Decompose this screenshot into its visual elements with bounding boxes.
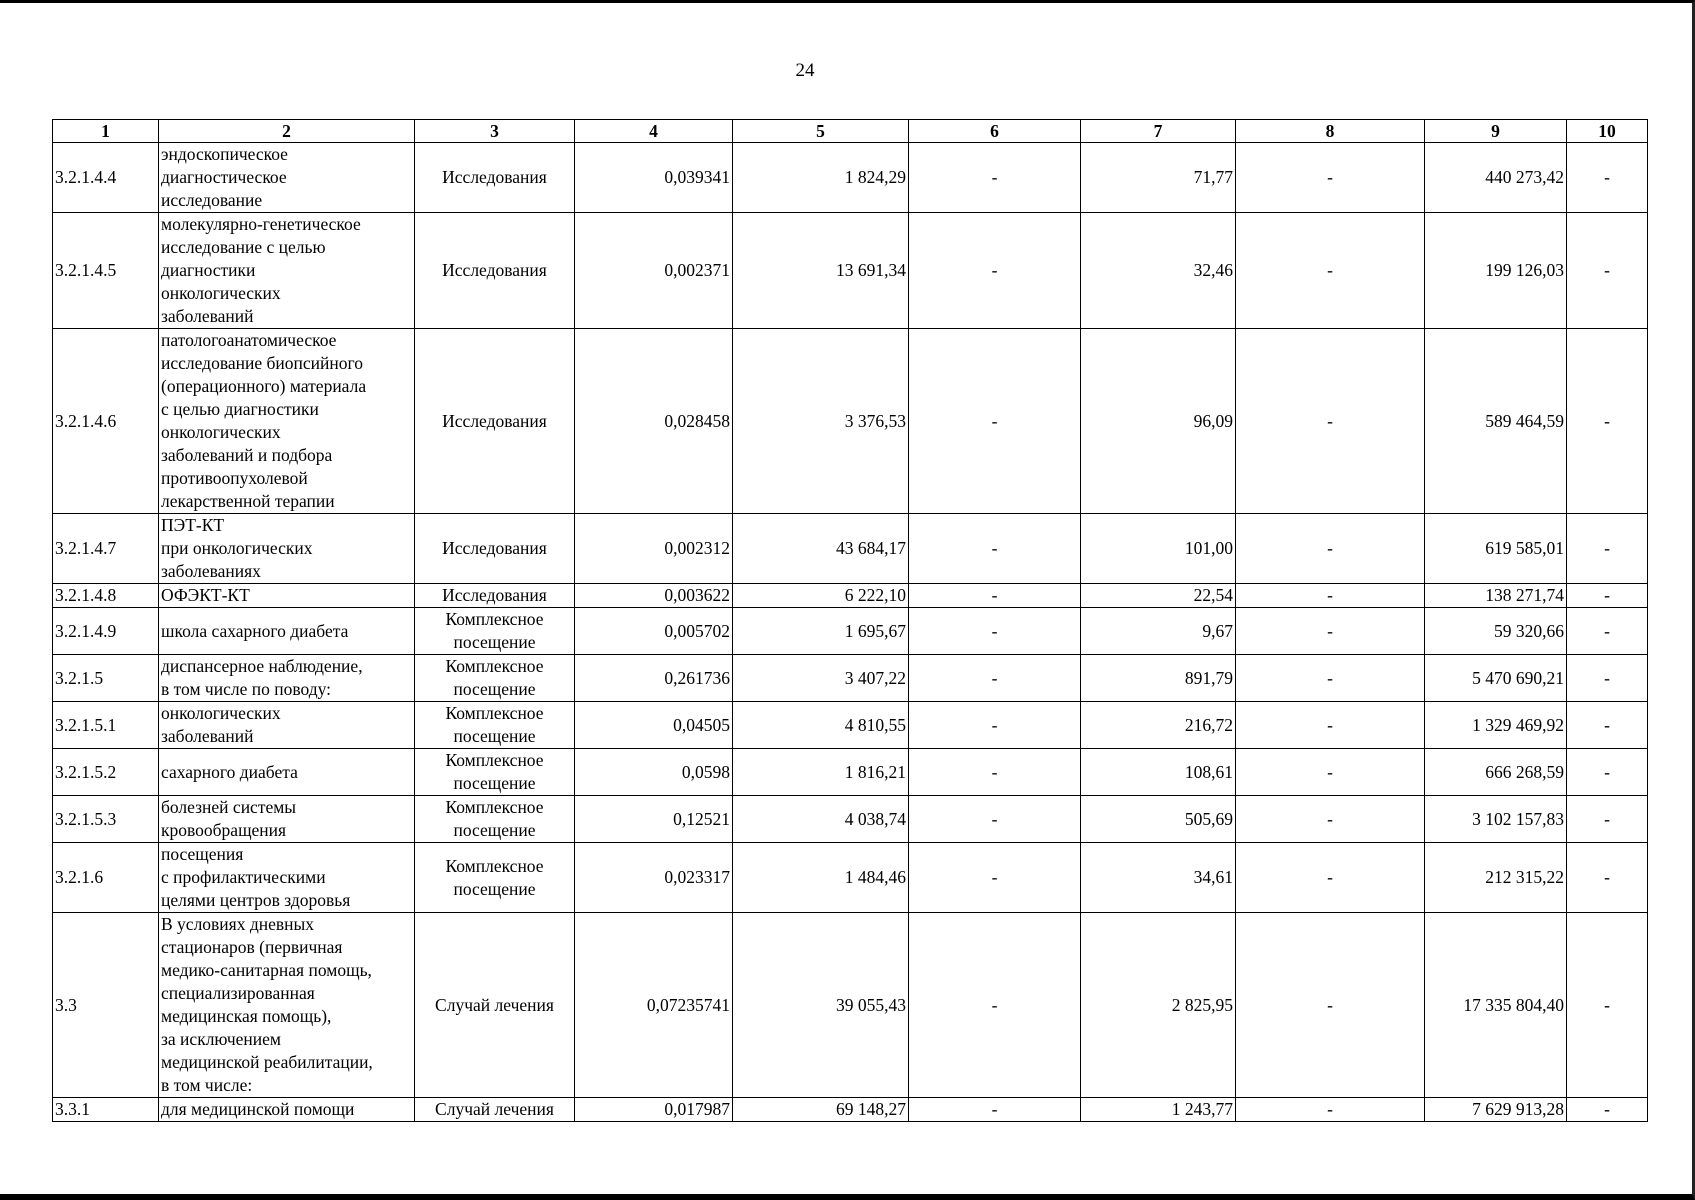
row-col4-cell: 0,04505	[575, 702, 733, 749]
row-col8-cell: -	[1236, 702, 1425, 749]
row-name-line: эндоскопическое	[161, 144, 288, 164]
row-col9-cell: 138 271,74	[1425, 584, 1567, 608]
row-col6-cell: -	[909, 143, 1081, 213]
row-col9-cell: 666 268,59	[1425, 749, 1567, 796]
row-unit-line: Исследования	[442, 260, 547, 280]
row-col8-cell: -	[1236, 329, 1425, 514]
column-header-4: 4	[575, 120, 733, 143]
row-col5-cell: 13 691,34	[733, 213, 909, 329]
row-unit-cell	[415, 584, 575, 608]
row-unit-line: посещение	[453, 773, 536, 793]
row-col10-cell: -	[1567, 913, 1648, 1098]
row-name-cell	[159, 514, 415, 584]
row-col9-cell: 59 320,66	[1425, 608, 1567, 655]
row-name-cell	[159, 702, 415, 749]
row-unit-line: Комплексное	[445, 609, 544, 629]
page-number: 24	[795, 60, 815, 81]
row-unit-cell	[415, 913, 575, 1098]
row-name-cell	[159, 843, 415, 913]
row-unit-line: Исследования	[442, 410, 547, 431]
row-unit-line: Комплексное	[445, 855, 544, 876]
row-unit-cell	[415, 796, 575, 843]
row-col9-cell: 3 102 157,83	[1425, 796, 1567, 843]
row-name-line: школа сахарного диабета	[161, 620, 349, 641]
table-row	[53, 843, 1648, 913]
row-unit-line: посещение	[453, 726, 536, 746]
column-header-1: 1	[53, 120, 159, 143]
tariff-table	[52, 119, 1648, 1122]
row-unit-line: посещение	[453, 820, 536, 840]
row-name-line: медицинская помощь),	[161, 1006, 332, 1026]
row-name-line: заболеваниях	[161, 561, 261, 581]
row-col4-cell: 0,028458	[575, 329, 733, 514]
row-col7-cell: 9,67	[1081, 608, 1236, 655]
row-name-cell	[159, 655, 415, 702]
row-col6-cell: -	[909, 514, 1081, 584]
row-col8-cell: -	[1236, 655, 1425, 702]
row-name-cell	[159, 749, 415, 796]
row-col8-cell: -	[1236, 843, 1425, 913]
row-col9-cell: 212 315,22	[1425, 843, 1567, 913]
row-name-line: (операционного) материала	[161, 376, 367, 396]
row-col5-cell: 43 684,17	[733, 514, 909, 584]
row-col7-cell: 108,61	[1081, 749, 1236, 796]
row-col4-cell: 0,0598	[575, 749, 733, 796]
row-name-line: патологоанатомическое	[161, 330, 337, 350]
row-name-line: кровообращения	[161, 820, 287, 840]
row-name-cell	[159, 213, 415, 329]
row-name-line: онкологических	[161, 283, 281, 303]
header-row	[53, 120, 1648, 143]
table-row	[53, 1098, 1648, 1122]
row-name-line: с целью диагностики	[161, 399, 319, 419]
row-name-line: при онкологических	[161, 538, 313, 558]
row-col5-cell: 6 222,10	[733, 584, 909, 608]
row-col5-cell: 1 816,21	[733, 749, 909, 796]
row-name-line: для медицинской помощи	[161, 1099, 355, 1119]
row-name-line: В условиях дневных	[161, 914, 315, 934]
row-name-line: специализированная	[161, 983, 315, 1003]
row-col6-cell: -	[909, 329, 1081, 514]
row-col7-cell: 34,61	[1081, 843, 1236, 913]
row-name-line: диагностики	[161, 260, 256, 280]
row-col7-cell: 2 825,95	[1081, 913, 1236, 1098]
row-col9-cell: 440 273,42	[1425, 143, 1567, 213]
row-col9-cell: 199 126,03	[1425, 213, 1567, 329]
row-col4-cell: 0,039341	[575, 143, 733, 213]
row-unit-line: Случай лечения	[435, 994, 554, 1015]
row-name-line: ПЭТ-КТ	[161, 515, 225, 535]
row-unit-cell	[415, 702, 575, 749]
table-row	[53, 584, 1648, 608]
row-name-line: с профилактическими	[161, 867, 326, 887]
row-col4-cell: 0,002371	[575, 213, 733, 329]
row-col10-cell: -	[1567, 655, 1648, 702]
row-col5-cell: 4 038,74	[733, 796, 909, 843]
row-unit-cell	[415, 608, 575, 655]
row-col5-cell: 1 695,67	[733, 608, 909, 655]
row-unit-cell	[415, 143, 575, 213]
row-unit-cell	[415, 843, 575, 913]
row-name-line: за исключением	[161, 1029, 281, 1049]
row-name-line: ОФЭКТ-КТ	[161, 585, 250, 605]
row-name-line: противоопухолевой	[161, 468, 308, 488]
row-unit-line: Исследования	[442, 538, 547, 558]
row-code-cell: 3.2.1.4.4	[53, 143, 159, 213]
row-name-cell	[159, 913, 415, 1098]
table-row	[53, 913, 1648, 1098]
column-header-9: 9	[1425, 120, 1567, 143]
column-header-3: 3	[415, 120, 575, 143]
row-unit-cell	[415, 329, 575, 514]
row-col4-cell: 0,07235741	[575, 913, 733, 1098]
row-col5-cell: 4 810,55	[733, 702, 909, 749]
row-unit-cell	[415, 213, 575, 329]
row-col6-cell: -	[909, 608, 1081, 655]
row-col10-cell: -	[1567, 329, 1648, 514]
row-unit-line: Комплексное	[445, 750, 544, 770]
row-unit-line: Комплексное	[445, 656, 544, 676]
row-code-cell: 3.2.1.5.1	[53, 702, 159, 749]
row-name-cell	[159, 584, 415, 608]
row-code-cell: 3.2.1.5.3	[53, 796, 159, 843]
row-col8-cell: -	[1236, 608, 1425, 655]
row-name-line: медико-санитарная помощь,	[161, 960, 372, 980]
row-unit-line: Комплексное	[445, 703, 544, 723]
row-col7-cell: 71,77	[1081, 143, 1236, 213]
row-col10-cell: -	[1567, 213, 1648, 329]
row-name-cell	[159, 608, 415, 655]
table-row	[53, 702, 1648, 749]
row-code-cell: 3.2.1.5	[53, 655, 159, 702]
row-col7-cell: 96,09	[1081, 329, 1236, 514]
row-name-line: диспансерное наблюдение,	[161, 656, 363, 676]
row-col4-cell: 0,002312	[575, 514, 733, 584]
row-col9-cell: 589 464,59	[1425, 329, 1567, 514]
table-row	[53, 608, 1648, 655]
row-col8-cell: -	[1236, 749, 1425, 796]
row-col8-cell: -	[1236, 796, 1425, 843]
row-name-cell	[159, 143, 415, 213]
row-col4-cell: 0,023317	[575, 843, 733, 913]
row-col8-cell: -	[1236, 1098, 1425, 1122]
column-header-2: 2	[159, 120, 415, 143]
row-col7-cell: 22,54	[1081, 584, 1236, 608]
row-col9-cell: 7 629 913,28	[1425, 1098, 1567, 1122]
row-unit-cell	[415, 1098, 575, 1122]
row-unit-line: Комплексное	[445, 797, 544, 817]
row-col8-cell: -	[1236, 143, 1425, 213]
column-header-10: 10	[1567, 120, 1648, 143]
row-name-line: исследование биопсийного	[161, 353, 363, 373]
row-col10-cell: -	[1567, 796, 1648, 843]
row-name-line: онкологических	[161, 422, 281, 442]
row-name-line: посещения	[161, 844, 244, 864]
row-col5-cell: 1 484,46	[733, 843, 909, 913]
row-name-line: заболеваний и подбора	[161, 445, 333, 465]
row-name-line: исследование с целью	[161, 237, 326, 257]
row-name-line: целями центров здоровья	[161, 890, 351, 910]
row-col4-cell: 0,017987	[575, 1098, 733, 1122]
row-name-cell	[159, 796, 415, 843]
row-col7-cell: 32,46	[1081, 213, 1236, 329]
row-col7-cell: 891,79	[1081, 655, 1236, 702]
row-col9-cell: 17 335 804,40	[1425, 913, 1567, 1098]
table-row	[53, 749, 1648, 796]
row-col6-cell: -	[909, 843, 1081, 913]
row-unit-line: Исследования	[442, 585, 547, 605]
table-row	[53, 213, 1648, 329]
row-code-cell: 3.2.1.5.2	[53, 749, 159, 796]
row-col10-cell: -	[1567, 608, 1648, 655]
row-unit-cell	[415, 749, 575, 796]
row-col6-cell: -	[909, 749, 1081, 796]
row-col4-cell: 0,003622	[575, 584, 733, 608]
row-col7-cell: 505,69	[1081, 796, 1236, 843]
row-unit-line: Исследования	[442, 167, 547, 187]
row-col10-cell: -	[1567, 143, 1648, 213]
row-name-line: стационаров (первичная	[161, 937, 343, 957]
table-row	[53, 514, 1648, 584]
row-col6-cell: -	[909, 584, 1081, 608]
row-col7-cell: 101,00	[1081, 514, 1236, 584]
row-name-line: молекулярно-генетическое	[161, 214, 361, 234]
row-col5-cell: 39 055,43	[733, 913, 909, 1098]
row-name-cell	[159, 329, 415, 514]
row-col4-cell: 0,261736	[575, 655, 733, 702]
column-header-7: 7	[1081, 120, 1236, 143]
row-name-line: онкологических	[161, 703, 281, 723]
row-col5-cell: 3 376,53	[733, 329, 909, 514]
row-unit-cell	[415, 655, 575, 702]
row-code-cell: 3.2.1.6	[53, 843, 159, 913]
row-col5-cell: 1 824,29	[733, 143, 909, 213]
row-col7-cell: 216,72	[1081, 702, 1236, 749]
row-code-cell: 3.2.1.4.8	[53, 584, 159, 608]
row-col9-cell: 619 585,01	[1425, 514, 1567, 584]
table-header	[53, 120, 1648, 143]
row-col10-cell: -	[1567, 749, 1648, 796]
row-unit-line: посещение	[453, 632, 536, 652]
row-name-line: заболеваний	[161, 306, 254, 326]
row-col6-cell: -	[909, 655, 1081, 702]
row-col10-cell: -	[1567, 843, 1648, 913]
table-row	[53, 329, 1648, 514]
row-code-cell: 3.3.1	[53, 1098, 159, 1122]
row-col6-cell: -	[909, 702, 1081, 749]
row-col8-cell: -	[1236, 213, 1425, 329]
row-name-line: заболеваний	[161, 726, 254, 746]
row-col8-cell: -	[1236, 514, 1425, 584]
row-col5-cell: 3 407,22	[733, 655, 909, 702]
row-col8-cell: -	[1236, 584, 1425, 608]
row-unit-line: посещение	[453, 679, 536, 699]
row-name-line: медицинской реабилитации,	[161, 1052, 373, 1072]
table-row	[53, 655, 1648, 702]
row-name-line: сахарного диабета	[161, 761, 298, 782]
row-name-cell	[159, 1098, 415, 1122]
row-col4-cell: 0,12521	[575, 796, 733, 843]
row-name-line: исследование	[161, 190, 263, 210]
row-name-line: в том числе:	[161, 1075, 253, 1095]
row-unit-cell	[415, 514, 575, 584]
column-header-5: 5	[733, 120, 909, 143]
row-col6-cell: -	[909, 1098, 1081, 1122]
row-col7-cell: 1 243,77	[1081, 1098, 1236, 1122]
row-col10-cell: -	[1567, 514, 1648, 584]
row-col8-cell: -	[1236, 913, 1425, 1098]
row-col6-cell: -	[909, 913, 1081, 1098]
row-col10-cell: -	[1567, 584, 1648, 608]
row-name-line: болезней системы	[161, 797, 297, 817]
row-col4-cell: 0,005702	[575, 608, 733, 655]
table-row	[53, 143, 1648, 213]
row-col6-cell: -	[909, 796, 1081, 843]
row-col10-cell: -	[1567, 702, 1648, 749]
row-code-cell: 3.2.1.4.9	[53, 608, 159, 655]
row-col6-cell: -	[909, 213, 1081, 329]
row-col10-cell: -	[1567, 1098, 1648, 1122]
row-col9-cell: 1 329 469,92	[1425, 702, 1567, 749]
row-col5-cell: 69 148,27	[733, 1098, 909, 1122]
column-header-8: 8	[1236, 120, 1425, 143]
column-header-6: 6	[909, 120, 1081, 143]
row-code-cell: 3.3	[53, 913, 159, 1098]
row-col9-cell: 5 470 690,21	[1425, 655, 1567, 702]
row-name-line: в том числе по поводу:	[161, 679, 332, 699]
table-row	[53, 796, 1648, 843]
row-unit-line: Случай лечения	[435, 1099, 554, 1119]
table-body	[53, 143, 1648, 1122]
row-name-line: диагностическое	[161, 167, 287, 187]
row-code-cell: 3.2.1.4.6	[53, 329, 159, 514]
row-code-cell: 3.2.1.4.5	[53, 213, 159, 329]
row-unit-line: посещение	[453, 878, 536, 899]
row-code-cell: 3.2.1.4.7	[53, 514, 159, 584]
row-name-line: лекарственной терапии	[161, 491, 335, 511]
